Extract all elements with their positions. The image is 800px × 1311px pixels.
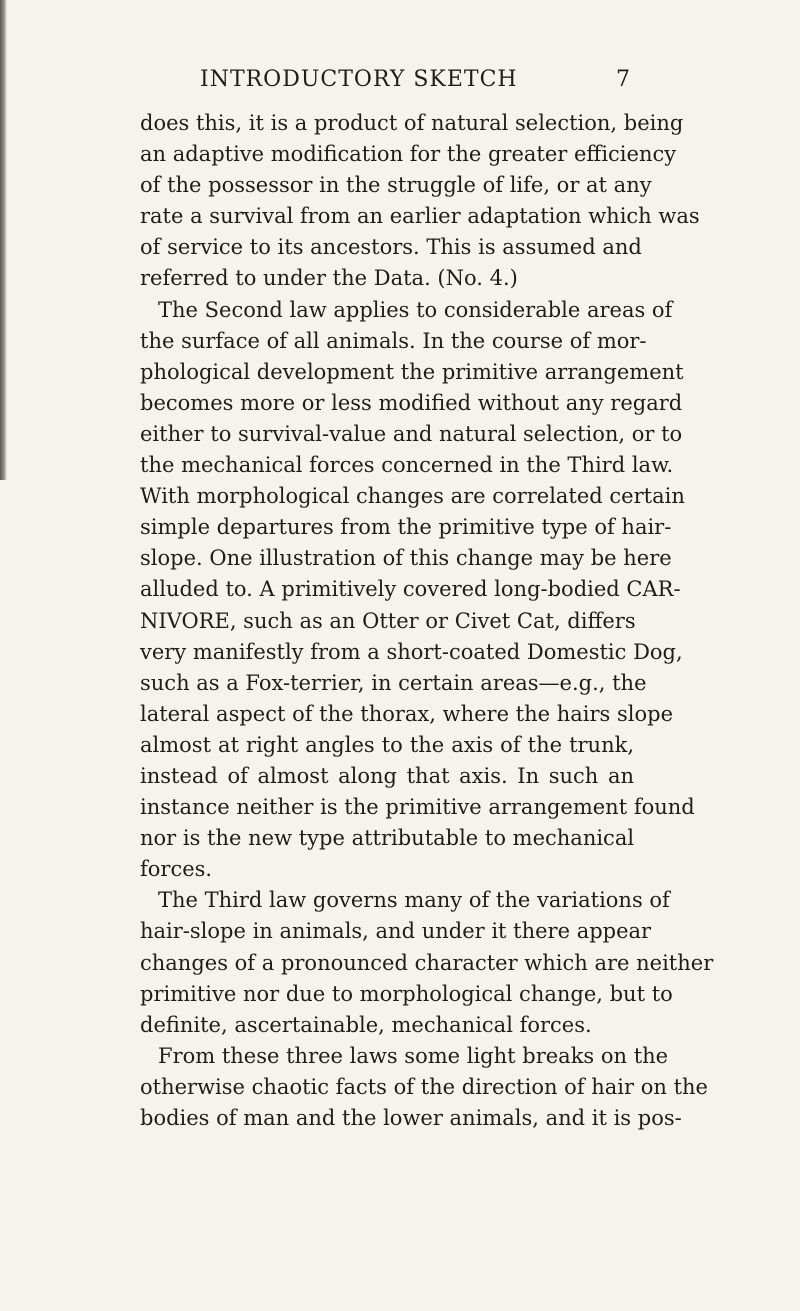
text-line: instead of almost along that axis. In such an (140, 763, 634, 788)
running-head-title: INTRODUCTORY SKETCH (200, 67, 518, 92)
text-line: alluded to. A primitively covered long-bodied CAR- (140, 577, 681, 602)
text-line: definite, ascertainable, mechanical forces. (140, 1012, 592, 1037)
text-line: lateral aspect of the thorax, where the hairs slope (140, 701, 674, 726)
text-line: of the possessor in the struggle of life, or at any (140, 173, 652, 198)
text-line: otherwise chaotic facts of the direction of hair on the (140, 1074, 708, 1099)
text-line: From these three laws some light breaks on the (158, 1043, 669, 1068)
text-line: does this, it is a product of natural selection, being (140, 111, 684, 135)
text-line: bodies of man and the lower animals, and it is pos- (140, 1106, 682, 1130)
text-line: instance neither is the primitive arrangement found (140, 795, 695, 820)
text-line: The Third law governs many of the variations of (158, 888, 670, 913)
text-line: The Second law applies to considerable areas of (158, 297, 673, 322)
text-line: either to survival-value and natural selection, or to (140, 421, 683, 446)
text-line: rate a survival from an earlier adaptation which was (140, 204, 700, 229)
text-line: forces. (140, 857, 213, 882)
page-number: 7 (616, 67, 630, 92)
page-binding-edge (0, 0, 7, 480)
text-line: slope. One illustration of this change may be here (140, 546, 672, 571)
text-line: hair-slope in animals, and under it there appear (140, 919, 652, 944)
text-line: phological development the primitive arrangement (140, 359, 684, 384)
text-line: the surface of all animals. In the course of mor- (140, 328, 647, 353)
text-line: referred to under the Data. (No. 4.) (140, 266, 518, 291)
text-line: changes of a pronounced character which are neither (140, 950, 714, 975)
text-line: very manifestly from a short-coated Domestic Dog, (140, 639, 683, 664)
text-line: almost at right angles to the axis of the trunk, (140, 732, 634, 757)
text-line: primitive nor due to morphological change, but to (140, 981, 673, 1006)
text-line: an adaptive modification for the greater efficiency (140, 142, 677, 167)
text-line: becomes more or less modified without any regard (140, 390, 683, 415)
text-line: nor is the new type attributable to mechanical (140, 826, 635, 851)
text-line: With morphological changes are correlated certain (140, 484, 685, 509)
text-line: simple departures from the primitive type of hair- (140, 515, 672, 540)
text-line: of service to its ancestors. This is assumed and (140, 235, 642, 260)
body-text (140, 108, 714, 1134)
text-line: the mechanical forces concerned in the Third law. (140, 453, 674, 478)
text-line: NIVORE, such as an Otter or Civet Cat, differs (140, 608, 636, 633)
text-line: such as a Fox-terrier, in certain areas—e.g., the (140, 670, 647, 695)
running-head (200, 60, 630, 100)
